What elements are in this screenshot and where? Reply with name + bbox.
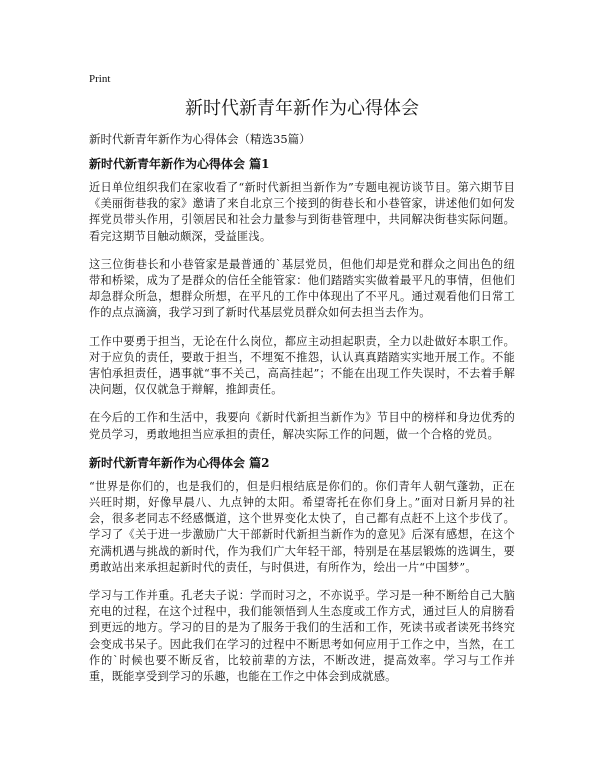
paragraph: 工作中要勇于担当，无论在什么岗位，都应主动担起职责，全力以赴做好本职工作。对于应负的责任，要敢于担当，不埋冤不推怨，认认真真踏踏实实地开展工作。不能害怕承担责任，遇事就“事不关己，高高挂起”；不能在出现工作失误时，不去着手解决问题，仅仅就急于辩解，推卸责任。 xyxy=(89,334,515,397)
print-link[interactable]: Print xyxy=(89,73,111,85)
paragraph: 这三位街巷长和小巷管家是最普通的`基层党员，但他们却是党和群众之间出色的纽带和桥梁，成为了是群众的信任全能管家：他们踏踏实实做着最平凡的事情，但他们却急群众所急，想群众所想，在平凡的工作中体现出了不平凡。通过观看他们日常工作的点点滴滴，我学习到了新时代基层党员群众如何去担当去作为。 xyxy=(89,257,515,320)
section-1 xyxy=(89,156,515,443)
section-heading: 新时代新青年新作为心得体会 篇1 xyxy=(89,157,270,171)
paragraph: “世界是你们的，也是我们的，但是归根结底是你们的。你们青年人朝气蓬勃，正在兴旺时期，好像早晨八、九点钟的太阳。希望寄托在你们身上。”面对日新月异的社会，很多老同志不经感慨道，这个世界变化太快了，自己都有点赶不上这个步伐了。学习了《关于进一步激励广大干部新时代新担当新作为的意见》后深有感想，在这个充满机遇与挑战的新时代，作为我们广大年轻干部，特别是在基层锻炼的选调生，要勇敢站出来承担起新时代的责任，与时俱进，有所作为，绘出一片“中国梦”。 xyxy=(89,479,515,574)
paragraph: 在今后的工作和生活中，我要向《新时代新担当新作为》节目中的榜样和身边优秀的党员学习，勇敢地担当应承担的责任，解决实际工作的问题，做一个合格的党员。 xyxy=(89,411,515,441)
paragraph: 学习与工作并重。孔老夫子说：学而时习之，不亦说乎。学习是一种不断给自己大脑充电的过程，在这个过程中，我们能领悟到人生态度或工作方式，通过巨人的肩膀看到更远的地方。学习的目的是为了服务于我们的生活和工作，死读书或者读死书终究会变成书呆子。因此我们在学习的过程中不断思考如何应用于工作之中，当然，在工作的`时候也要不断反省，比较前辈的方法，不断改进，提高效率。学习与工作并重，既能享受到学习的乐趣，也能在工作之中体会到成就感。 xyxy=(89,589,515,684)
paragraph: 近日单位组织我们在家收看了“新时代新担当新作为”专题电视访谈节目。第六期节目《美丽街巷我的家》邀请了来自北京三个接到的街巷长和小巷管家，讲述他们如何发挥党员带头作用，引领居民和社会力量参与到街巷管理中，共同解决街巷实际问题。看完这期节目触动颇深，受益匪浅。 xyxy=(89,181,515,243)
section-heading: 新时代新青年新作为心得体会 篇2 xyxy=(89,455,270,470)
document-subtitle: 新时代新青年新作为心得体会（精选35篇） xyxy=(89,132,311,146)
document-title: 新时代新青年新作为心得体会 xyxy=(185,98,419,119)
section-2 xyxy=(89,455,515,685)
